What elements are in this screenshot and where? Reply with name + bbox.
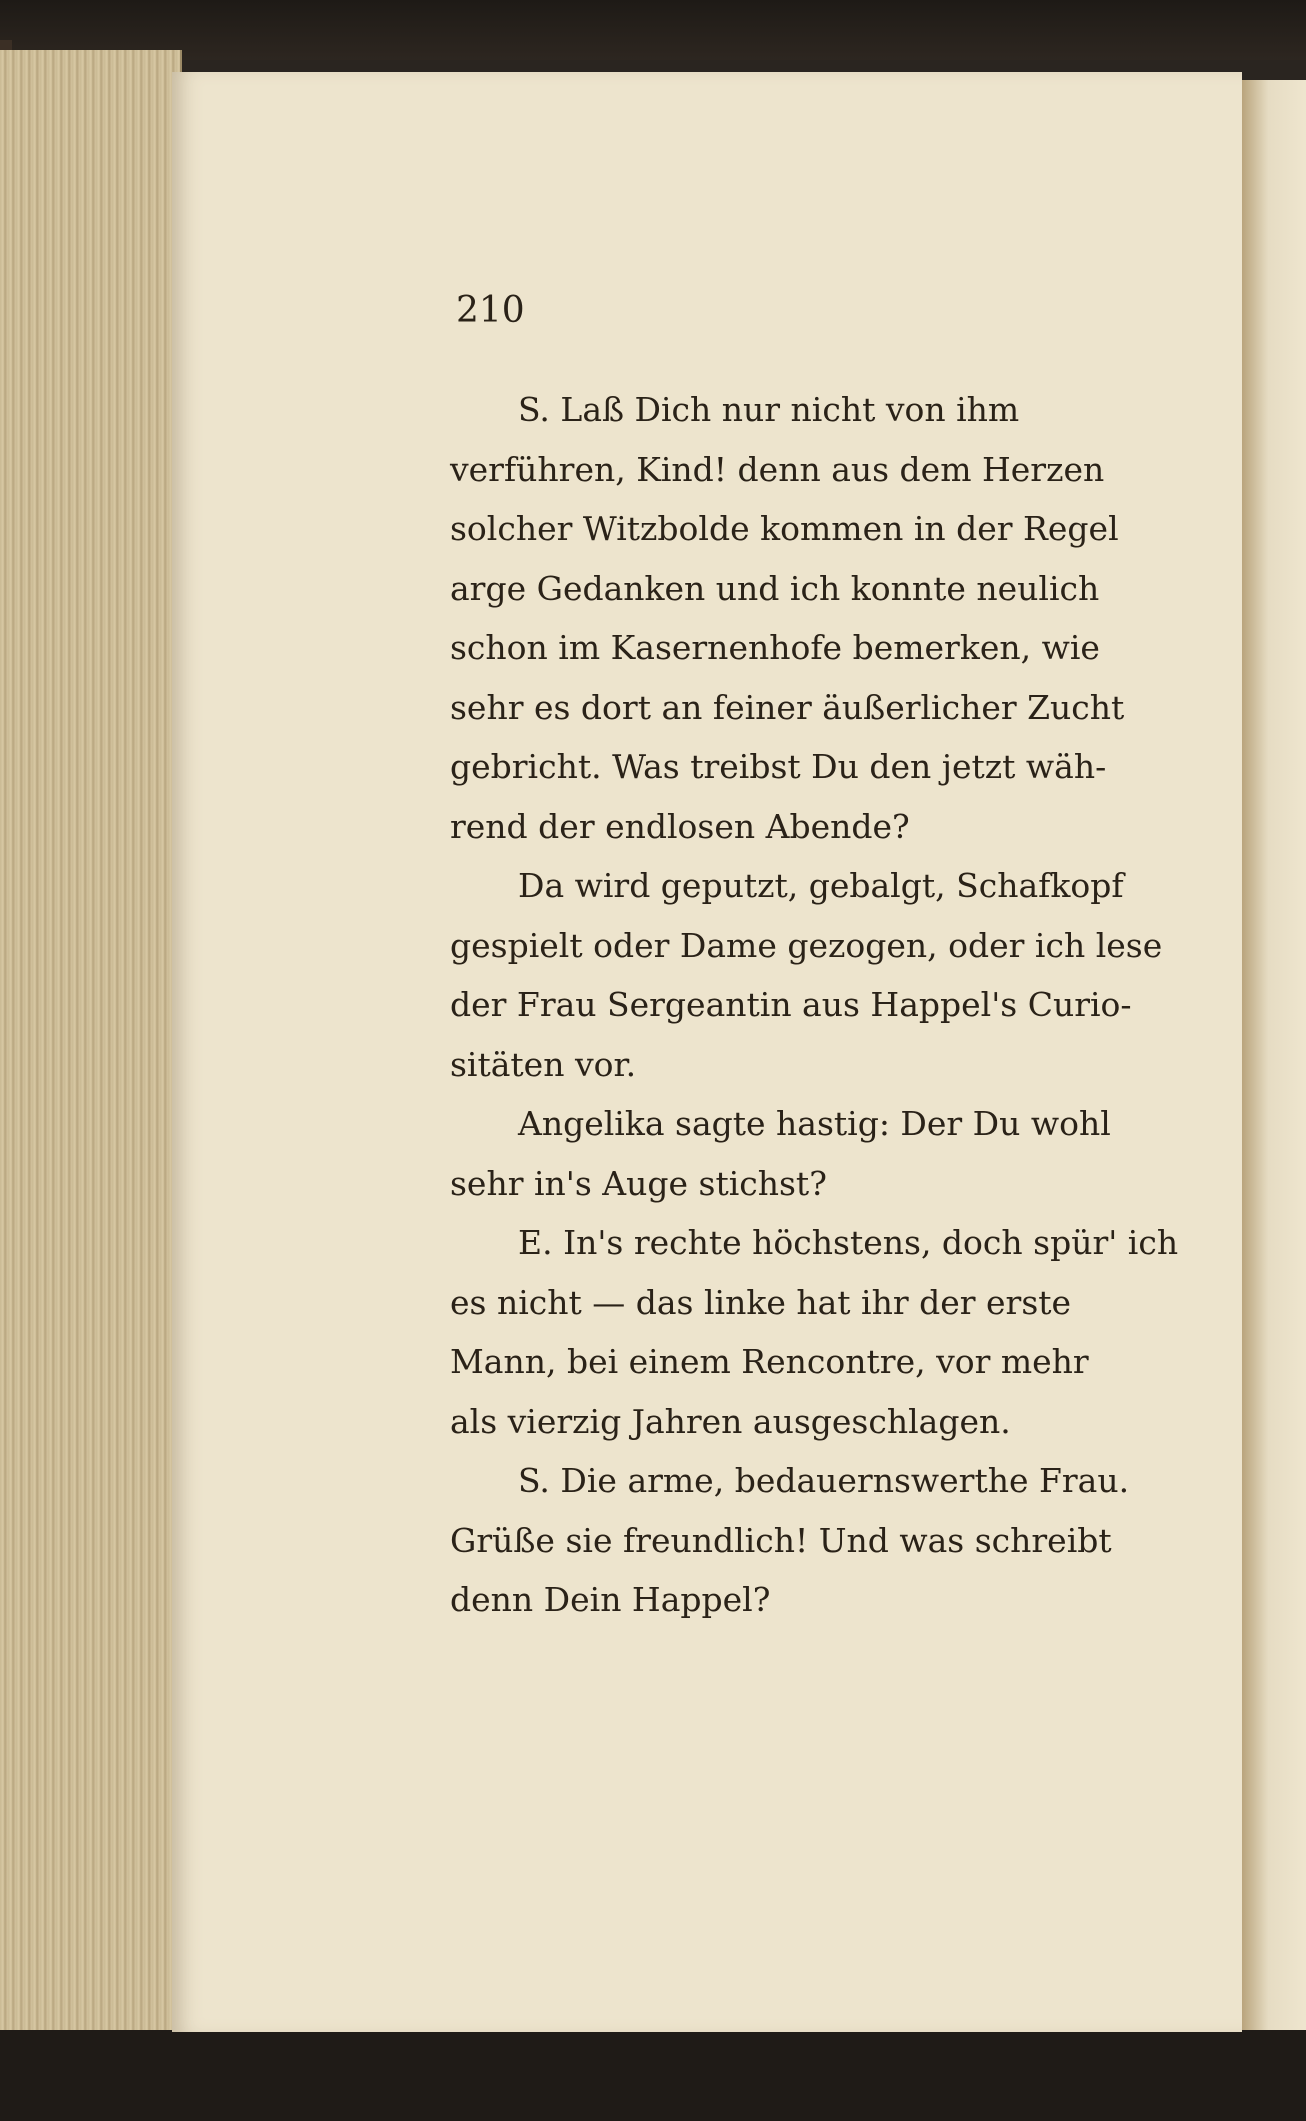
text-line: als vierzig Jahren ausgeschlagen. [450, 1401, 1011, 1441]
text-line: sehr in's Auge stichst? [450, 1163, 827, 1203]
text-line: gespielt oder Dame gezogen, oder ich lese [450, 925, 1163, 965]
text-line: der Frau Sergeantin aus Happel's Curio- [450, 985, 1132, 1024]
text-line: gebricht. Was treibst Du den jetzt wäh- [450, 747, 1107, 786]
text-line: denn Dein Happel? [450, 1580, 771, 1619]
text-line: S. Laß Dich nur nicht von ihm [518, 390, 1020, 429]
page-edge-right [1240, 80, 1306, 2030]
text-line: arge Gedanken und ich konnte neulich [450, 568, 1100, 608]
text-line: Da wird geputzt, gebalgt, Schafkopf [518, 866, 1124, 905]
page-number: 210 [456, 290, 525, 331]
text-line: sitäten vor. [450, 1044, 637, 1084]
text-line: E. In's rechte höchstens, doch spür' ich [518, 1223, 1179, 1262]
text-line: schon im Kasernenhofe bemerken, wie [450, 628, 1100, 667]
text-line: solcher Witzbolde kommen in der Regel [450, 509, 1119, 548]
paragraph [450, 380, 1150, 856]
text-line: es nicht — das linke hat ihr der erste [450, 1282, 1072, 1322]
text-line: Grüße sie freundlich! Und was schreibt [450, 1520, 1112, 1560]
text-line: Angelika sagte hastig: Der Du wohl [518, 1104, 1111, 1143]
paragraph [450, 1451, 1150, 1630]
text-line: S. Die arme, bedauernswerthe Frau. [518, 1461, 1130, 1500]
paragraph [450, 856, 1163, 1094]
text-line: sehr es dort an feiner äußerlicher Zucht [450, 687, 1125, 727]
book-cover-bottom [0, 2030, 1306, 2121]
paragraph [450, 1094, 1150, 1213]
page-stack-left [0, 50, 182, 2035]
text-line: rend der endlosen Abende? [450, 806, 910, 846]
text-line: verführen, Kind! denn aus dem Herzen [450, 449, 1105, 489]
book-cover-top [0, 0, 1306, 60]
text-line: Mann, bei einem Rencontre, vor mehr [450, 1342, 1089, 1381]
paragraph [450, 1213, 1179, 1451]
body-text [450, 380, 1179, 1630]
